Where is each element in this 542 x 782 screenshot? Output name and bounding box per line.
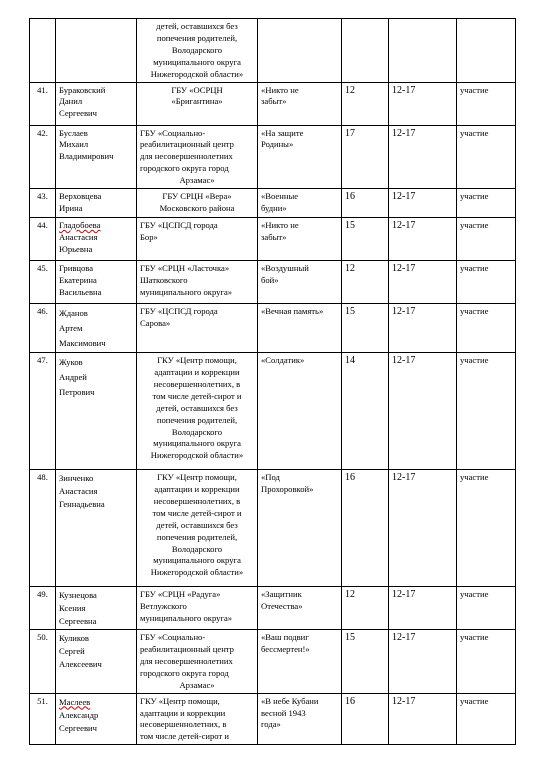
table-row: [30, 261, 516, 304]
result: участие: [457, 693, 516, 745]
age-range: 12-17: [389, 587, 457, 630]
organization: ГБУ «СРЦН «Радуга» Ветлужского муниципального округа»: [137, 587, 258, 630]
work-title: «На защите Родины»: [258, 125, 342, 189]
age-range: 12-17: [389, 218, 457, 261]
age: 15: [342, 630, 389, 694]
row-number: 51.: [30, 693, 56, 745]
row-number: 50.: [30, 630, 56, 694]
organization: ГБУ «Социально- реабилитационный центр для несовершеннолетних городского округа город Арзамас»: [137, 630, 258, 694]
participant-name: [56, 19, 137, 83]
work-title: «Никто не забыт»: [258, 82, 342, 125]
organization: ГБУ «СРЦН «Ласточка» Шатковского муниципального округа»: [137, 261, 258, 304]
table-row: [30, 693, 516, 745]
work-title: «Воздушный бой»: [258, 261, 342, 304]
work-title: «Военные будни»: [258, 189, 342, 218]
organization: ГБУ «Социально- реабилитационный центр для несовершеннолетних городского округа город Арзамас»: [137, 125, 258, 189]
row-number: 41.: [30, 82, 56, 125]
age-range: 12-17: [389, 304, 457, 353]
row-number: 43.: [30, 189, 56, 218]
organization: детей, оставшихся без попечения родителей, Володарского муниципального округа Нижегородской области»: [137, 19, 258, 83]
participant-name: Зинченко Анастасия Геннадьевна: [56, 470, 137, 587]
table-row: [30, 630, 516, 694]
age-range: 12-17: [389, 470, 457, 587]
row-number: 44.: [30, 218, 56, 261]
table-row: [30, 189, 516, 218]
age: 16: [342, 189, 389, 218]
age-range: 12-17: [389, 189, 457, 218]
age-range: 12-17: [389, 125, 457, 189]
organization: ГКУ «Центр помощи, адаптации и коррекции несовершеннолетних, в том числе детей-сирот и: [137, 693, 258, 745]
participants-table: [29, 18, 516, 745]
table-row: [30, 587, 516, 630]
age: 12: [342, 82, 389, 125]
row-number: 47.: [30, 353, 56, 470]
result: участие: [457, 470, 516, 587]
age-range: 12-17: [389, 82, 457, 125]
result: участие: [457, 630, 516, 694]
table-row: [30, 125, 516, 189]
row-number: [30, 19, 56, 83]
age-range: [389, 19, 457, 83]
table-row: [30, 470, 516, 587]
work-title: «Солдатик»: [258, 353, 342, 470]
work-title: «В небе Кубани весной 1943 года»: [258, 693, 342, 745]
work-title: «Никто не забыт»: [258, 218, 342, 261]
age: 16: [342, 470, 389, 587]
work-title: «Под Прохоровкой»: [258, 470, 342, 587]
organization: ГБУ «ОСРЦН «Бригантина»: [137, 82, 258, 125]
age: 12: [342, 261, 389, 304]
result: участие: [457, 82, 516, 125]
result: участие: [457, 587, 516, 630]
age-range: 12-17: [389, 693, 457, 745]
participant-name: Бураковский Данил Сергеевич: [56, 82, 137, 125]
row-number: 45.: [30, 261, 56, 304]
result: участие: [457, 189, 516, 218]
table-row: [30, 218, 516, 261]
table-row: [30, 82, 516, 125]
result: участие: [457, 261, 516, 304]
participant-name: Буслаев Михаил Владимирович: [56, 125, 137, 189]
result: участие: [457, 125, 516, 189]
table-row: [30, 304, 516, 353]
participant-name: Верховцева Ирина: [56, 189, 137, 218]
organization: ГБУ СРЦН «Вера» Московского района: [137, 189, 258, 218]
age: 16: [342, 693, 389, 745]
age-range: 12-17: [389, 261, 457, 304]
row-number: 48.: [30, 470, 56, 587]
participant-name: Куликов Сергей Алексеевич: [56, 630, 137, 694]
age-range: 12-17: [389, 353, 457, 470]
row-number: 49.: [30, 587, 56, 630]
row-number: 42.: [30, 125, 56, 189]
participant-name: Гладобоева Анастасия Юрьевна: [56, 218, 137, 261]
organization: ГБУ «ЦСПСД города Бор»: [137, 218, 258, 261]
participant-name: Жуков Андрей Петрович: [56, 353, 137, 470]
participant-name: Маслеев Александр Сергеевич: [56, 693, 137, 745]
work-title: «Вечная память»: [258, 304, 342, 353]
table-row: [30, 19, 516, 83]
age: 14: [342, 353, 389, 470]
work-title: [258, 19, 342, 83]
age: 12: [342, 587, 389, 630]
age-range: 12-17: [389, 630, 457, 694]
age: [342, 19, 389, 83]
organization: ГБУ «ЦСПСД города Сарова»: [137, 304, 258, 353]
age: 15: [342, 218, 389, 261]
row-number: 46.: [30, 304, 56, 353]
participant-name: Гривцова Екатерина Васильевна: [56, 261, 137, 304]
result: участие: [457, 353, 516, 470]
result: участие: [457, 304, 516, 353]
work-title: «Ваш подвиг бессмертен!»: [258, 630, 342, 694]
age: 17: [342, 125, 389, 189]
participant-name: Кузнецова Ксения Сергеевна: [56, 587, 137, 630]
age: 15: [342, 304, 389, 353]
organization: ГКУ «Центр помощи, адаптации и коррекции несовершеннолетних, в том числе детей-сирот и детей, оставшихся без попечения родителей, Володарского муниципального округа Нижегородской области»: [137, 353, 258, 470]
organization: ГКУ «Центр помощи, адаптации и коррекции несовершеннолетних, в том числе детей-сирот и детей, оставшихся без попечения родителей, Володарского муниципального округа Нижегородской области»: [137, 470, 258, 587]
table-row: [30, 353, 516, 470]
participant-name: Жданов Артем Максимович: [56, 304, 137, 353]
result: [457, 19, 516, 83]
result: участие: [457, 218, 516, 261]
work-title: «Защитник Отечества»: [258, 587, 342, 630]
